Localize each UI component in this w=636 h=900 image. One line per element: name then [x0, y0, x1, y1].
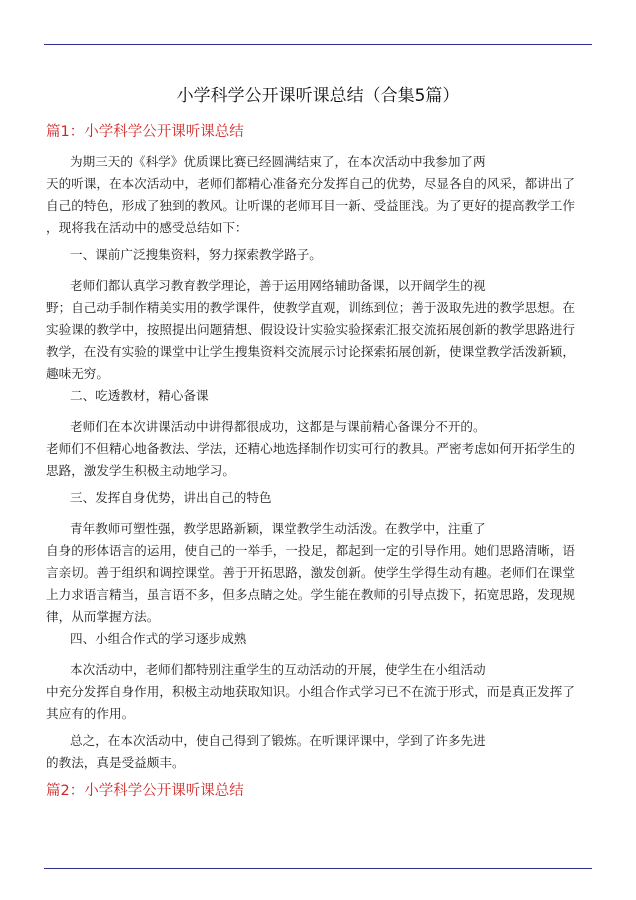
body-line: 实验课的教学中，按照提出问题猜想、假设设计实验实验探索汇报交流拓展创新的教学思路进行: [46, 322, 575, 337]
body-line: 自己的特色，形成了独到的教风。让听课的老师耳目一新、受益匪浅。为了更好的提高教学工作: [46, 198, 575, 213]
subheading-1: 一、课前广泛搜集资料，努力探索教学路子。: [70, 247, 322, 262]
body-line: 上力求语言精当，虽言语不多，但多点睛之处。学生能在教师的引导点拨下，拓宽思路，发现规: [46, 587, 575, 602]
body-line: 本次活动中，老师们都特别注重学生的互动活动的开展，使学生在小组活动: [70, 662, 486, 677]
body-line: ，现将我在活动中的感受总结如下：: [46, 220, 248, 235]
body-line: 中充分发挥自身作用，积极主动地获取知识。小组合作式学习已不在流于形式，而是真正发挥了: [46, 684, 575, 699]
body-line: 老师们在本次讲课活动中讲得都很成功，这都是与课前精心备课分不开的。: [70, 419, 486, 434]
body-line: 野；自己动手制作精美实用的教学课件，使教学直观，训练到位；善于汲取先进的教学思想。在: [46, 300, 575, 315]
body-line: 老师们都认真学习教育教学理论，善于运用网络辅助备课，以开阔学生的视: [70, 278, 486, 293]
subheading-2: 二、吃透教材，精心备课: [70, 388, 209, 403]
body-line: 思路，激发学生积极主动地学习。: [46, 463, 235, 478]
body-line: 老师们不但精心地备教法、学法，还精心地选择制作切实可行的教具。严密考虑如何开拓学生的: [46, 441, 575, 456]
body-line: 的教法，真是受益颇丰。: [46, 755, 185, 770]
body-line: 天的听课，在本次活动中，老师们都精心准备充分发挥自己的优势，尽显各自的风采，都讲出了: [46, 176, 575, 191]
subheading-3: 三、发挥自身优势，讲出自己的特色: [70, 490, 272, 505]
footer-rule: [44, 868, 592, 869]
body-line: 教学，在没有实验的课堂中让学生搜集资料交流展示讨论探索拓展创新，使课堂教学活泼新颖，: [46, 344, 575, 359]
body-line: 趣味无穷。: [46, 366, 109, 381]
body-line: 总之，在本次活动中，使自己得到了锻炼。在听课评课中，学到了许多先进: [70, 733, 486, 748]
body-line: 青年教师可塑性强，教学思路新颖，课堂教学生动活泼。在教学中，注重了: [70, 521, 486, 536]
document-title: 小学科学公开课听课总结（合集5篇）: [176, 86, 460, 106]
section-1-heading: 篇1：小学科学公开课听课总结: [46, 124, 244, 140]
body-line: 言亲切。善于组织和调控课堂。善于开拓思路，激发创新。使学生学得生动有趣。老师们在课堂: [46, 565, 575, 580]
body-line: 为期三天的《科学》优质课比赛已经圆满结束了，在本次活动中我参加了两: [70, 154, 486, 169]
header-rule: [44, 44, 592, 45]
subheading-4: 四、小组合作式的学习逐步成熟: [70, 631, 247, 646]
body-line: 自身的形体语言的运用，使自己的一举手，一投足，都起到一定的引导作用。她们思路清晰，语: [46, 543, 575, 558]
body-line: 律，从而掌握方法。: [46, 609, 160, 624]
section-2-heading: 篇2：小学科学公开课听课总结: [46, 783, 244, 799]
body-line: 其应有的作用。: [46, 706, 135, 721]
